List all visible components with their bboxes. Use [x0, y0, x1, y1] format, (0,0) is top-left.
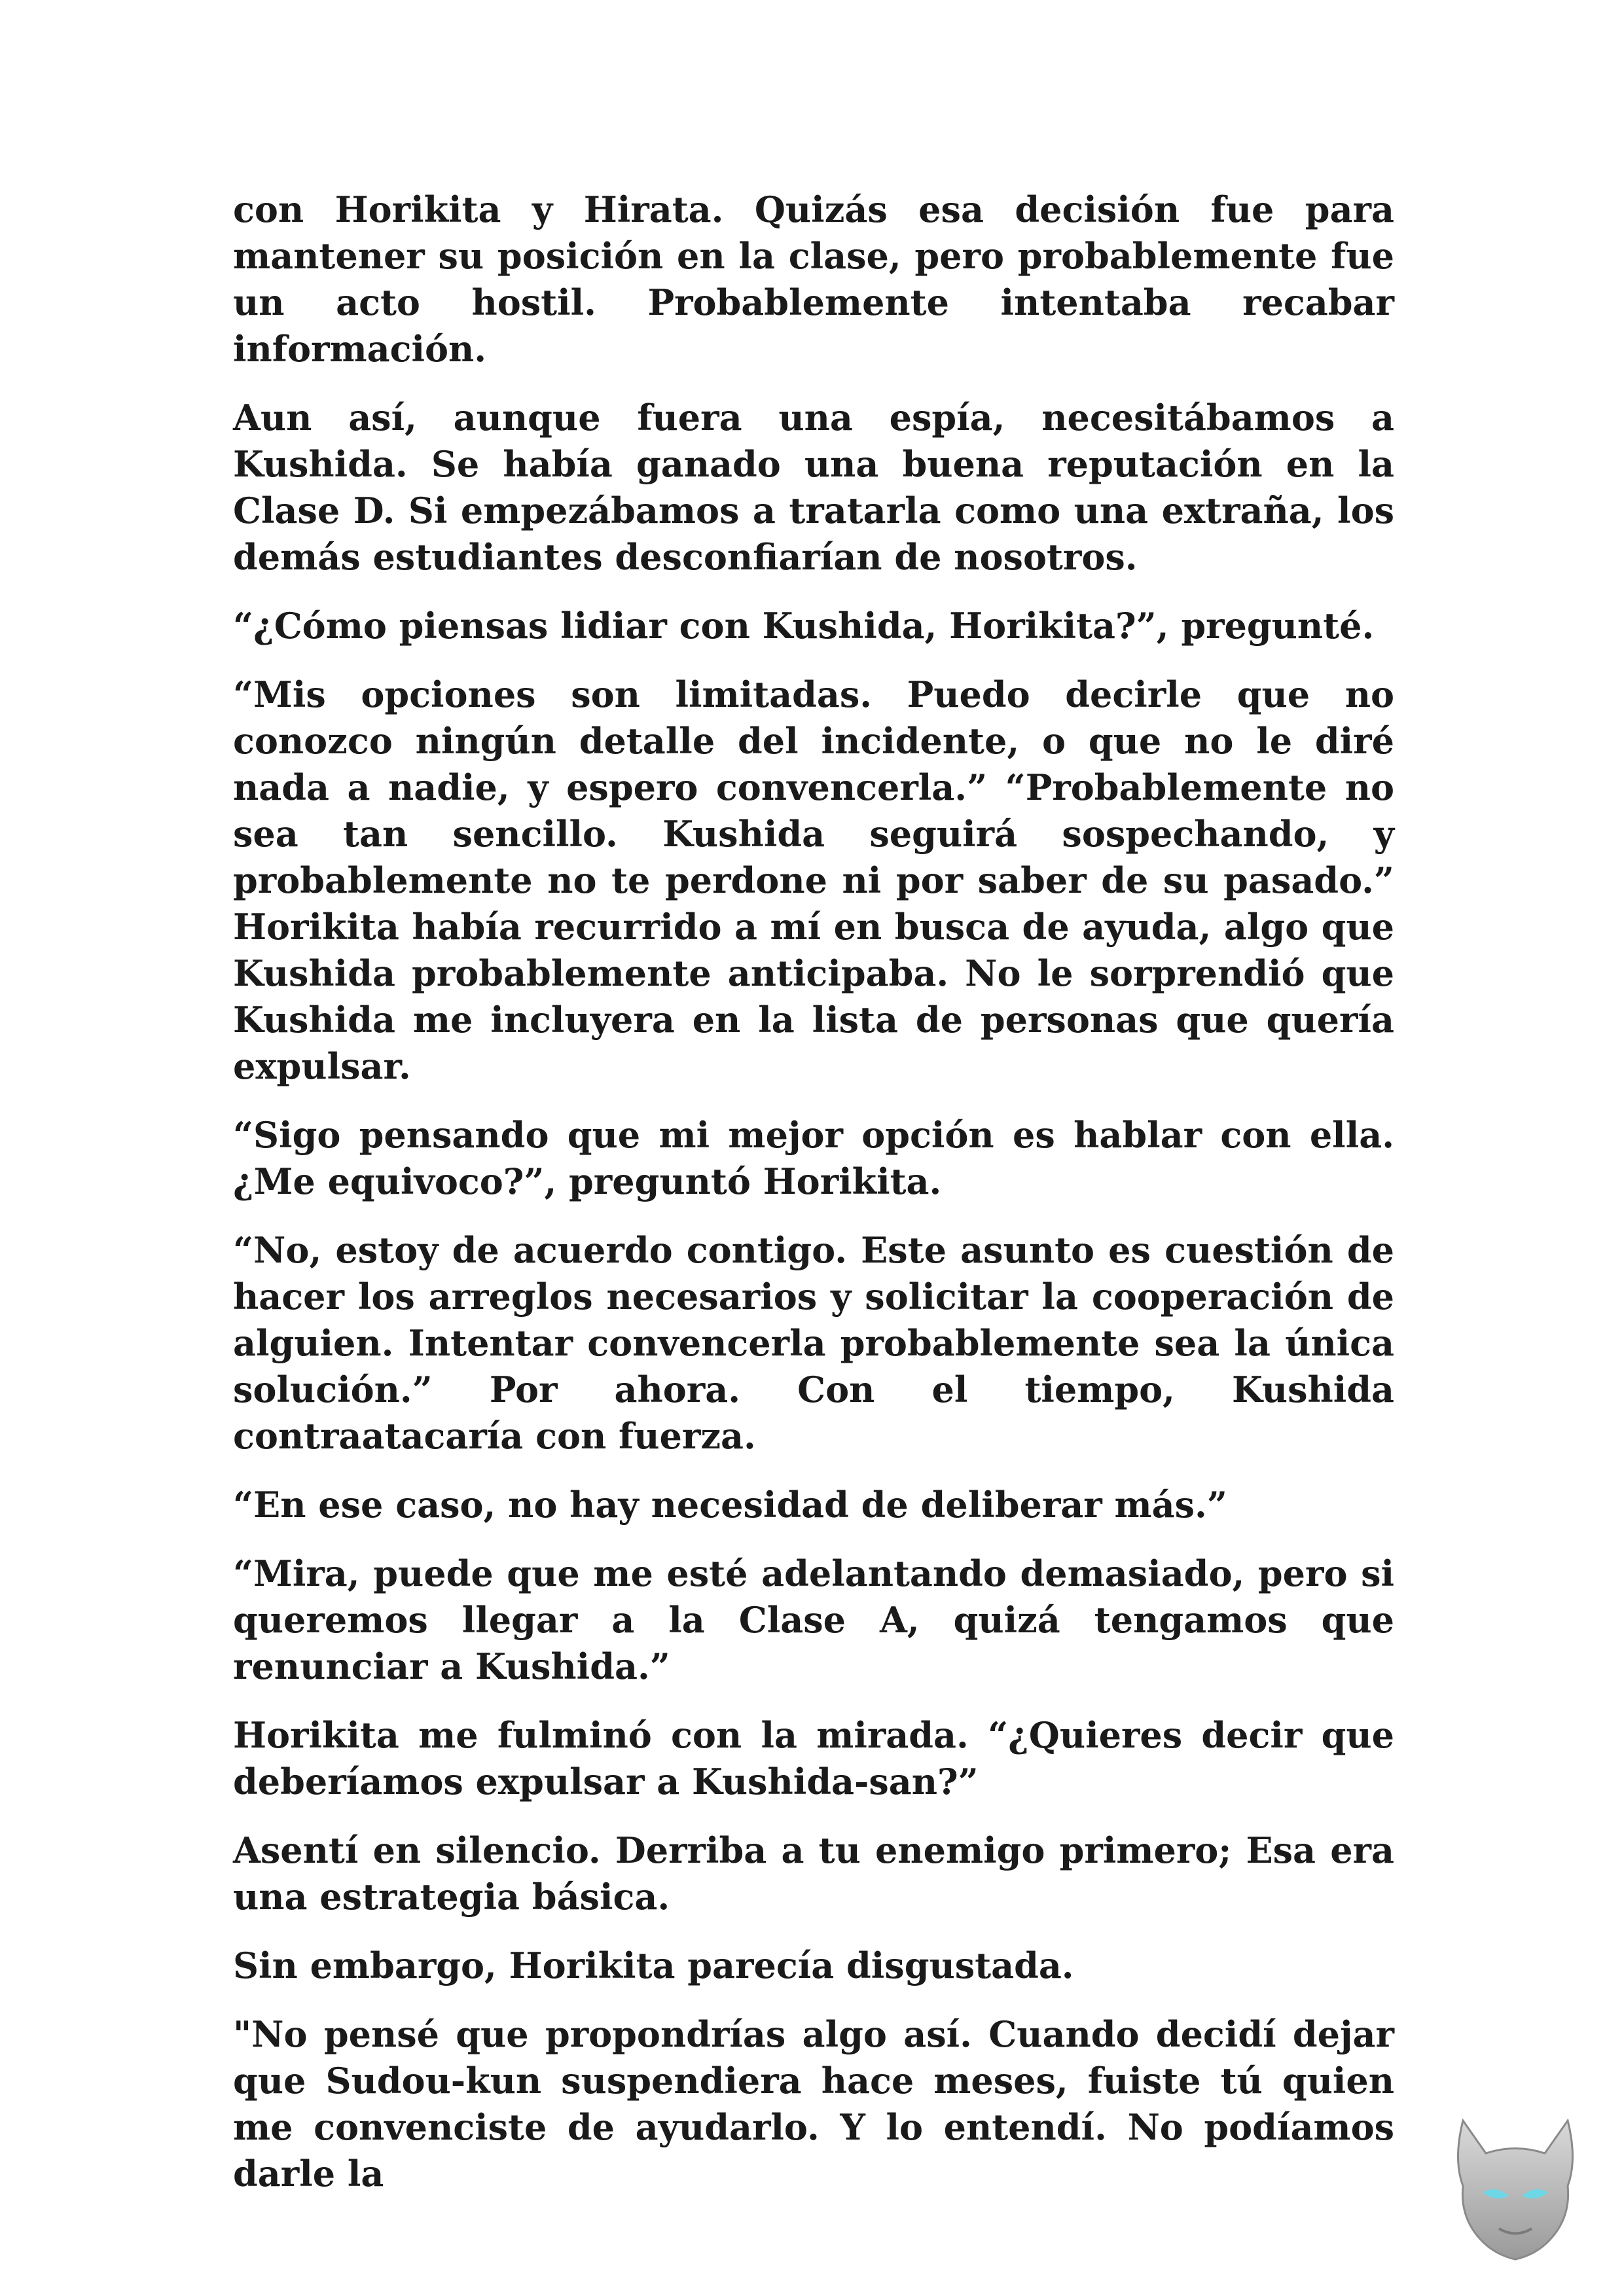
demon-head-logo-icon [1437, 2108, 1594, 2265]
paragraph: “En ese caso, no hay necesidad de deliberar más.” [233, 1484, 1227, 1526]
page-body [233, 187, 1394, 2219]
paragraph: “Sigo pensando que mi mejor opción es hablar con ella. ¿Me equivoco?”, preguntó Horikita. [233, 1114, 1394, 1202]
paragraph: “Mis opciones son limitadas. Puedo decirle que no conozco ningún detalle del incidente, o que no le diré nada a nadie, y espero convencerla.” “Probablemente no sea tan sencillo. Kushida seguirá sospechando, y probablemente no te perdone ni por saber de su pasado.” Horikita había recurrido a mí en busca de ayuda, algo que Kushida probablemente anticipaba. No le sorprendió que Kushida me incluyera en la lista de personas que quería expulsar. [233, 673, 1394, 1087]
paragraph: “Mira, puede que me esté adelantando demasiado, pero si queremos llegar a la Clase A, quizá tengamos que renunciar a Kushida.” [233, 1552, 1394, 1687]
paragraph: Asentí en silencio. Derriba a tu enemigo primero; Esa era una estrategia básica. [233, 1829, 1394, 1918]
paragraph: con Horikita y Hirata. Quizás esa decisión fue para mantener su posición en la clase, pero probablemente fue un acto hostil. Probablemente intentaba recabar información. [233, 188, 1394, 370]
paragraph: "No pensé que propondrías algo así. Cuando decidí dejar que Sudou-kun suspendiera hace meses, fuiste tú quien me convenciste de ayudarlo. Y lo entendí. No podíamos darle la [233, 2013, 1394, 2195]
paragraph: Sin embargo, Horikita parecía disgustada. [233, 1945, 1074, 1986]
paragraph: Horikita me fulminó con la mirada. “¿Quieres decir que deberíamos expulsar a Kushida-san?” [233, 1714, 1394, 1803]
paragraph: Aun así, aunque fuera una espía, necesitábamos a Kushida. Se había ganado una buena reputación en la Clase D. Si empezábamos a tratarla como una extraña, los demás estudiantes desconfiarían de nosotros. [233, 397, 1394, 578]
paragraph: “¿Cómo piensas lidiar con Kushida, Horikita?”, pregunté. [233, 605, 1375, 647]
paragraph: “No, estoy de acuerdo contigo. Este asunto es cuestión de hacer los arreglos necesarios y solicitar la cooperación de alguien. Intentar convencerla probablemente sea la única solución.” Por ahora. Con el tiempo, Kushida contraatacaría con fuerza. [233, 1229, 1394, 1457]
